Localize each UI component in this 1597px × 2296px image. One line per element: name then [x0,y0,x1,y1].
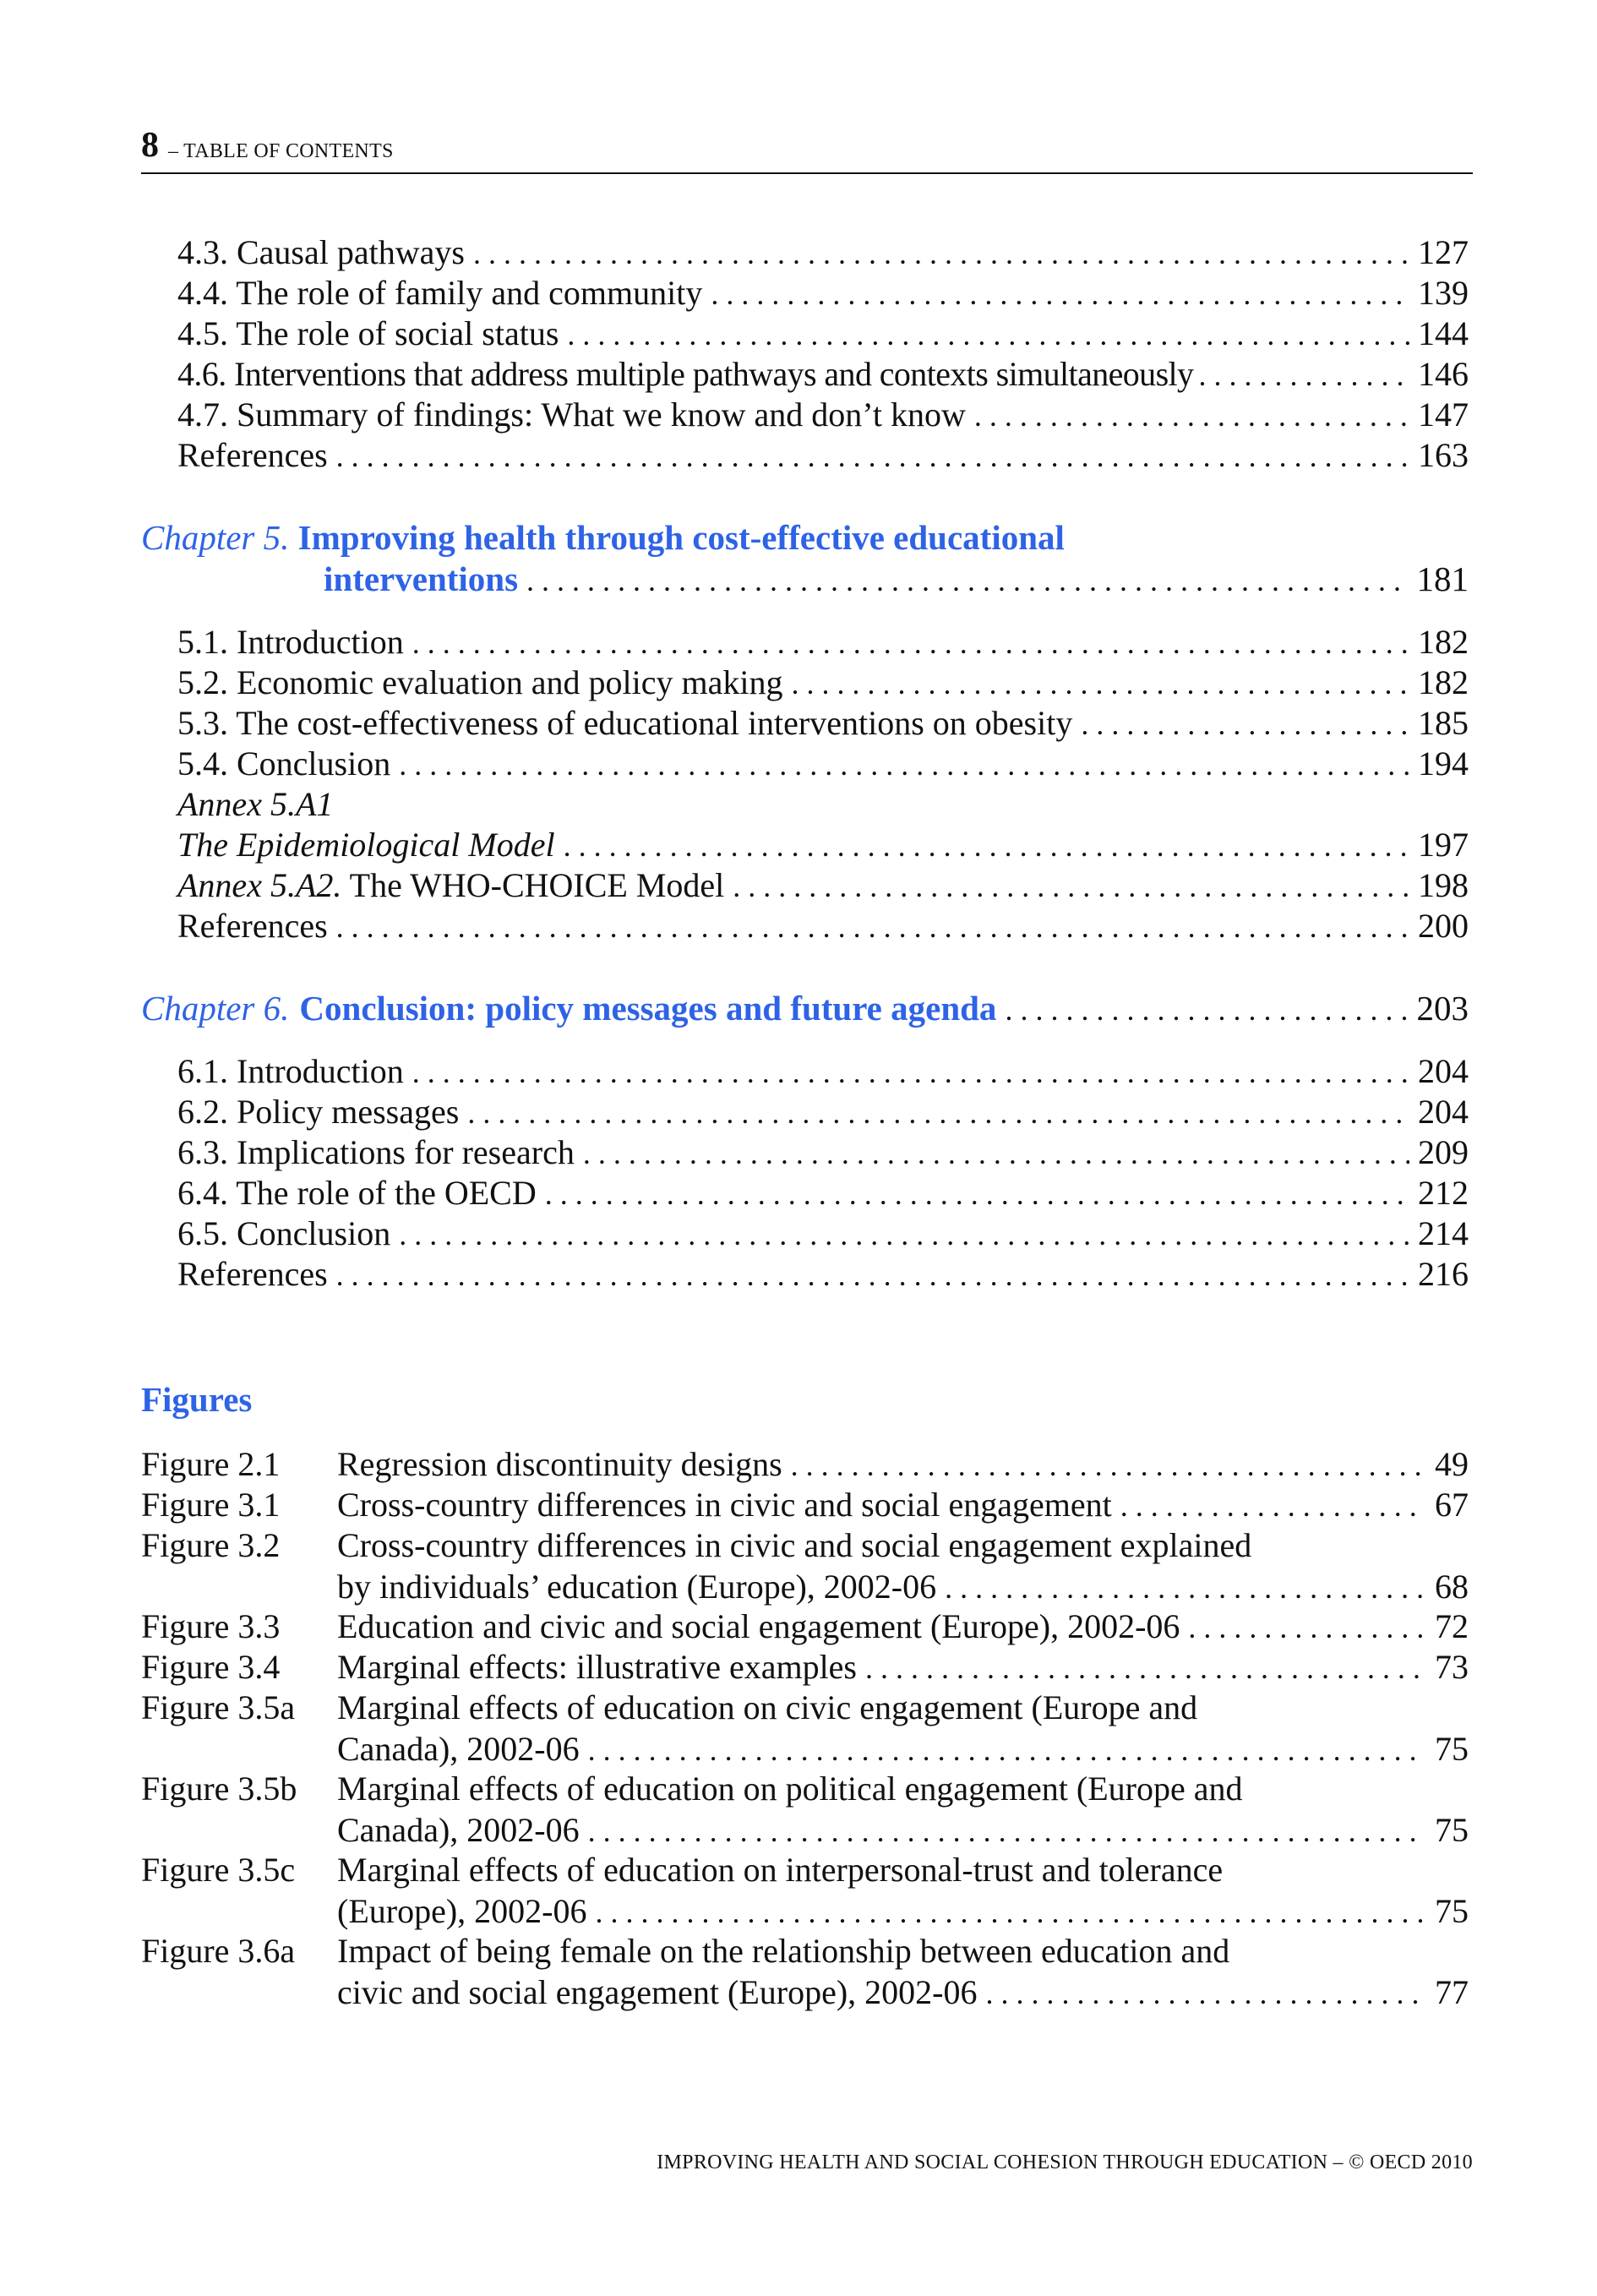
toc-entry[interactable]: References . . . 200 [177,905,1469,946]
chapter-5-page: 181 [1416,559,1469,598]
chapter-5-heading-line2[interactable]: interventions . . . 181 [324,559,1469,600]
page-footer: IMPROVING HEALTH AND SOCIAL COHESION THROUGH EDUCATION – © OECD 2010 [657,2151,1473,2173]
toc-entry[interactable]: 6.1. Introduction . . . 204 [177,1050,1469,1092]
chapter-6-page: 203 [1416,989,1469,1028]
toc-entry-annex-5a2[interactable]: Annex 5.A2. The WHO-CHOICE Model . . . 198 [177,864,1469,906]
toc-entry[interactable]: 6.3. Implications for research . . . 209 [177,1132,1469,1173]
toc-entry[interactable]: 6.5. Conclusion . . . 214 [177,1213,1469,1254]
chapter-5-title: Improving health through cost-effective educational [297,518,1065,557]
toc-entry-annex-5a1[interactable]: The Epidemiological Model . . . 197 [177,824,1469,865]
chapter-5-label: Chapter 5. [141,518,290,557]
toc-entry[interactable]: References . . . 163 [177,434,1469,476]
chapter-6-label: Chapter 6. [141,989,290,1028]
chapter-6-heading[interactable] [141,988,1469,1029]
chapter-5-heading[interactable] [141,517,1469,559]
toc-entry[interactable]: 5.1. Introduction . . . 182 [177,621,1469,663]
running-head: – TABLE OF CONTENTS [168,140,394,162]
toc-entry[interactable]: 5.3. The cost-effectiveness of educational interventions on obesity . . . 185 [177,702,1469,744]
toc-entry[interactable]: 5.4. Conclusion . . . 194 [177,743,1469,784]
toc-entry[interactable]: 6.4. The role of the OECD . . . 212 [177,1172,1469,1213]
toc-entry[interactable]: 4.5. The role of social status . . . 144 [177,313,1469,354]
toc-entry[interactable]: 4.4. The role of family and community . . . 139 [177,272,1469,314]
toc-entry[interactable]: 6.2. Policy messages . . . 204 [177,1091,1469,1132]
toc-entry[interactable]: 4.6. Interventions that address multiple pathways and contexts simultaneously . . . 146 [177,353,1469,395]
figures-heading: Figures [141,1380,253,1419]
annex-label[interactable]: Annex 5.A1 [177,785,334,823]
toc-entry[interactable]: 5.2. Economic evaluation and policy making . . . 182 [177,662,1469,703]
page-number: 8 [141,126,159,165]
toc-entry[interactable]: 4.3. Causal pathways . . . 127 [177,232,1469,273]
chapter-6-title: Conclusion: policy messages and future agenda [299,989,997,1028]
toc-entry[interactable]: References . . . 216 [177,1253,1469,1295]
toc-entry[interactable]: 4.7. Summary of findings: What we know and don’t know . . . 147 [177,394,1469,435]
page-header [141,125,1473,174]
